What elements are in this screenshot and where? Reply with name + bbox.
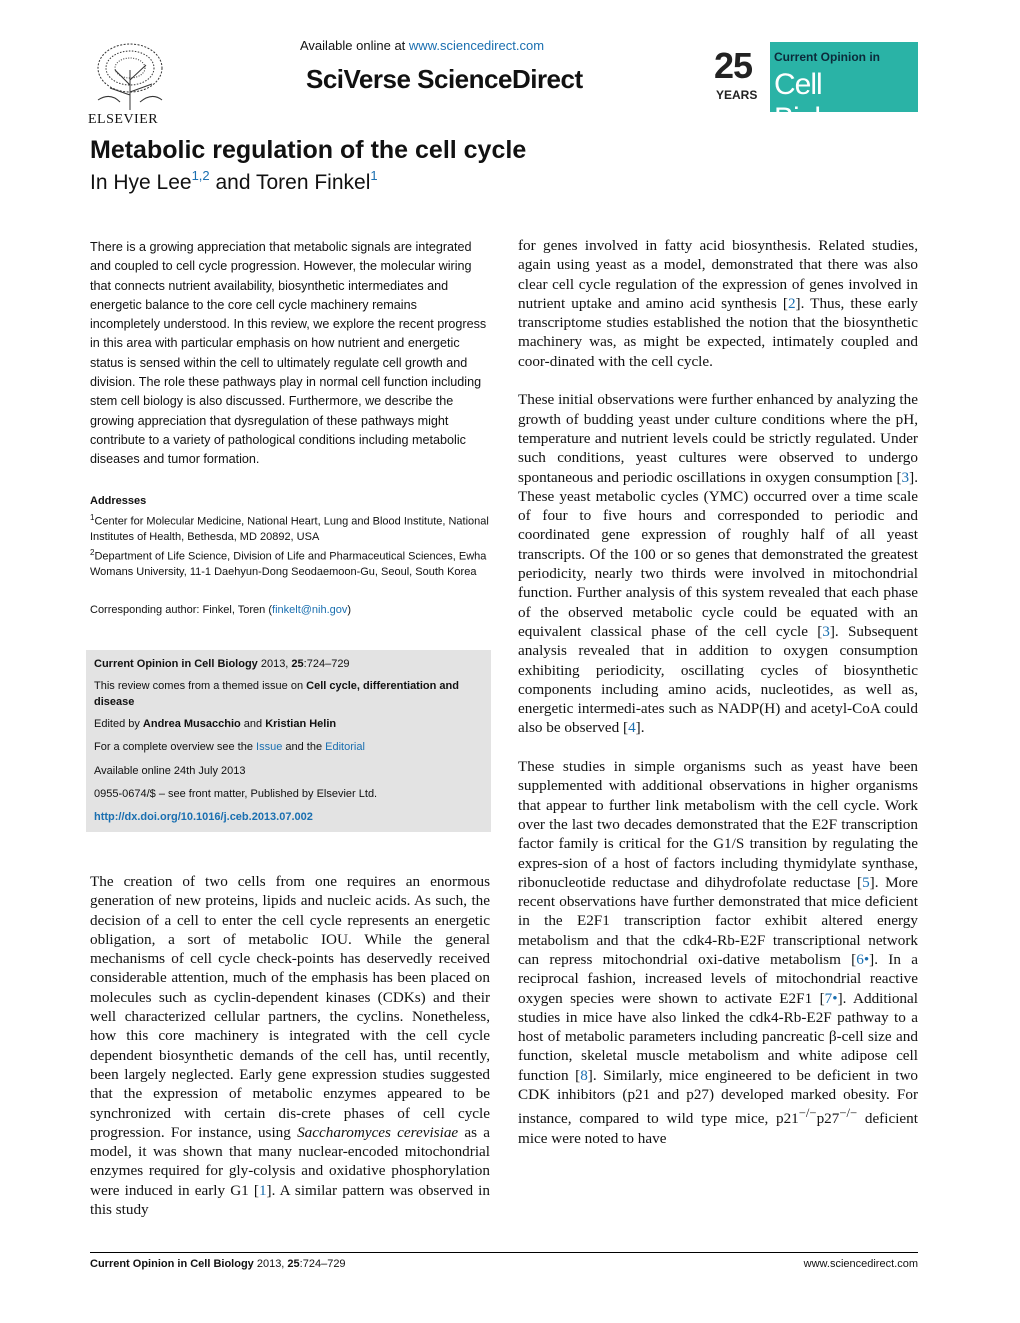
publisher-name: ELSEVIER bbox=[88, 112, 159, 127]
badge-journal-block bbox=[770, 42, 918, 135]
badge-series: Current Opinion in bbox=[774, 50, 880, 64]
available-date: Available online 24th July 2013 bbox=[94, 765, 246, 777]
overview-links: For a complete overview see the Issue and the Editorial bbox=[94, 741, 365, 753]
footer-citation: Current Opinion in Cell Biology 2013, 25:724–729 bbox=[90, 1258, 346, 1270]
themed-issue: This review comes from a themed issue on Cell cycle, differentiation and disease bbox=[94, 680, 459, 708]
badge-journal: Cell Biology bbox=[774, 68, 866, 135]
address-1: $^1$Center for Molecular Medicine, National Heart, Lung and Blood Institute, National Institutes of Health, Bethesda, MD 20892, USA bbox=[90, 512, 489, 543]
body-column-left bbox=[90, 872, 490, 1239]
paragraph: These initial observations were further enhanced by analyzing the growth of budding yeast under culture conditions where the pH, temperature and nutrient levels could be strictly regulated. Under such conditions, yeast cultures were observed to undergo spontaneous and periodic oscillations in oxygen consumption [3]. These yeast metabolic cycles (YMC) occurred over a time scale of four to five hours and corresponded to periodic and coordinated gene expression of roughly half of all yeast transcripts. Of the 100 or so genes that demonstrated the greatest periodicity, nearly two thirds were involved in mitochondrial function. Further analysis of this system revealed that each phase of the observed metabolic cycle could be equated with an equivalent classical phase of the cell cycle [3]. Subsequent analysis revealed that in addition to oxygen consumption exhibiting periodicity, oscillating cycles of biosynthetic components including amino acids, nucleotides, as well as, energetic intermedi-ates such as NADP(H) and acetyl-CoA could also be observed [4]. bbox=[518, 391, 918, 737]
doi-link[interactable]: http://dx.doi.org/10.1016/j.ceb.2013.07.002 bbox=[94, 811, 313, 823]
issue-link[interactable]: Issue bbox=[256, 741, 283, 753]
journal-badge bbox=[712, 42, 918, 135]
edited-by: Edited by Andrea Musacchio and Kristian Helin bbox=[94, 718, 337, 730]
abstract: There is a growing appreciation that metabolic signals are integrated and coupled to cell cycle progression. However, the molecular wiring that connects nutrient availability, biosynthetic intermediates and energetic balance to the core cell cycle machinery remains incompletely understood. In this review, we explore the recent progress in this area with particular emphasis on how nutrient and energetic status is sensed within the cell to ultimately regulate cell growth and division. The role these pathways play in normal cell function including stem cell biology is also discussed. Furthermore, we describe the growing appreciation that dysregulation of these pathways might contribute to a variety of pathological conditions including metabolic diseases and tumor formation. bbox=[90, 240, 487, 467]
sciencedirect-link[interactable]: www.sciencedirect.com bbox=[408, 38, 545, 53]
addresses-heading: Addresses bbox=[90, 495, 147, 507]
available-online bbox=[300, 38, 544, 53]
body-column-right bbox=[518, 236, 918, 1167]
citation-link[interactable]: 4 bbox=[628, 719, 636, 737]
citation-link[interactable]: 3 bbox=[822, 622, 830, 640]
journal-citation: Current Opinion in Cell Biology 2013, 25:724–729 bbox=[94, 658, 350, 670]
badge-years-block bbox=[712, 42, 770, 112]
paragraph: for genes involved in fatty acid biosynthesis. Related studies, again using yeast as a model, demonstrated that there was also clear cell cycle regulation of the expression of genes involved in nutrient uptake and amino acid synthesis [2]. Thus, these early transcriptome studies established the notion that the biosynthetic machinery was, as might be expected, intimately coupled and coor-dinated with the cell cycle. bbox=[518, 237, 919, 370]
issn-line: 0955-0674/$ – see front matter, Published by Elsevier Ltd. bbox=[94, 788, 378, 800]
editorial-link[interactable]: Editorial bbox=[325, 741, 365, 753]
author-name: In Hye Lee bbox=[90, 171, 192, 194]
paragraph: These studies in simple organisms such as yeast have been supplemented with additional observations in higher organisms that appear to further link metabolism with the cell cycle. Work over the last two decades demonstrated that the E2F transcription factor family is critical for the G1/S transition by regulating the expres-sion of a host of factors including thymidylate synthase, ribonucleotide reductase and dihydrofolate reductase [5]. More recent observations have further demonstrated that mice deficient in the E2F1 transcription factor exhibit altered energy metabolism and that the cdk4-Rb-E2F transcriptional network can repress mitochondrial oxi-dative metabolism [6•]. In a reciprocal fashion, increased levels of mitochondrial reactive oxygen species were shown to activate E2F1 [7•]. Additional studies in mice have also linked the cdk4-Rb-E2F pathway to a host of metabolic parameters including pancreatic β-cell size and function, skeletal muscle metabolism and white adipose cell function [8]. Similarly, mice engineered to be deficient in two CDK inhibitors (p21 and p27) developed marked obesity. For instance, compared to wild type mice, p21−/−p27−/− deficient mice were noted to have bbox=[518, 758, 919, 1147]
citation-link[interactable]: 1 bbox=[258, 1181, 267, 1199]
corresponding-author: Corresponding author: Finkel, Toren (finkelt@nih.gov) bbox=[90, 604, 352, 616]
badge-number: 25 bbox=[714, 45, 753, 86]
email-link[interactable]: finkelt@nih.gov bbox=[272, 604, 348, 616]
footer-divider bbox=[90, 1252, 918, 1253]
citation-link[interactable]: 8 bbox=[580, 1066, 588, 1084]
paragraph: The creation of two cells from one requires an enormous generation of new proteins, lipids and nucleic acids. As such, the decision of a cell to enter the cell cycle represents an energetic obligation, a sort of metabolic IOU. While the general mechanisms of cell cycle check-points has deservedly received considerable attention, much of the emphasis has been placed on molecules such as cyclin-dependent kinases (CDKs) and their well characterized cellular partners, the cyclins. Nonetheless, how this core machinery is integrated with the cell cycle dependent biosynthetic demands of the cell has, until recently, been largely neglected. Early gene expression studies suggested that the expression of metabolic enzymes appeared to be synchronized with certain dis-crete phases of cell cycle progression. For instance, using Saccharomyces cerevisiae as a model, it was shown that many nuclear-encoded mitochondrial enzymes required for gly-colysis and oxidative phosphorylation were induced in early G1 [1]. A similar pattern was observed in this study bbox=[90, 873, 490, 1219]
article-info-box bbox=[86, 650, 491, 832]
citation-link[interactable]: 3 bbox=[901, 468, 910, 486]
available-online-label: Available online at bbox=[300, 38, 406, 53]
article-title: Metabolic regulation of the cell cycle bbox=[90, 136, 527, 164]
platform-name: SciVerse ScienceDirect bbox=[306, 64, 583, 94]
citation-link[interactable]: 5 bbox=[862, 873, 870, 891]
author-name: and Toren Finkel bbox=[215, 171, 371, 194]
addresses bbox=[90, 494, 490, 581]
footer-url[interactable]: www.sciencedirect.com bbox=[803, 1258, 918, 1270]
citation-link[interactable]: 7• bbox=[824, 989, 838, 1007]
citation-link[interactable]: 2 bbox=[787, 294, 796, 312]
affiliation-marker[interactable]: 1 bbox=[370, 168, 378, 183]
authors bbox=[90, 168, 378, 195]
affiliation-marker[interactable]: 1,2 bbox=[191, 168, 210, 183]
citation-link[interactable]: 6• bbox=[856, 950, 870, 968]
badge-years-label: YEARS bbox=[716, 88, 758, 102]
address-2: $^2$Department of Life Science, Division of Life and Pharmaceutical Sciences, Ewha Womans University, 11-1 Daehyun-Dong Seodaemoon-Gu, Seoul, South Korea bbox=[90, 548, 487, 579]
